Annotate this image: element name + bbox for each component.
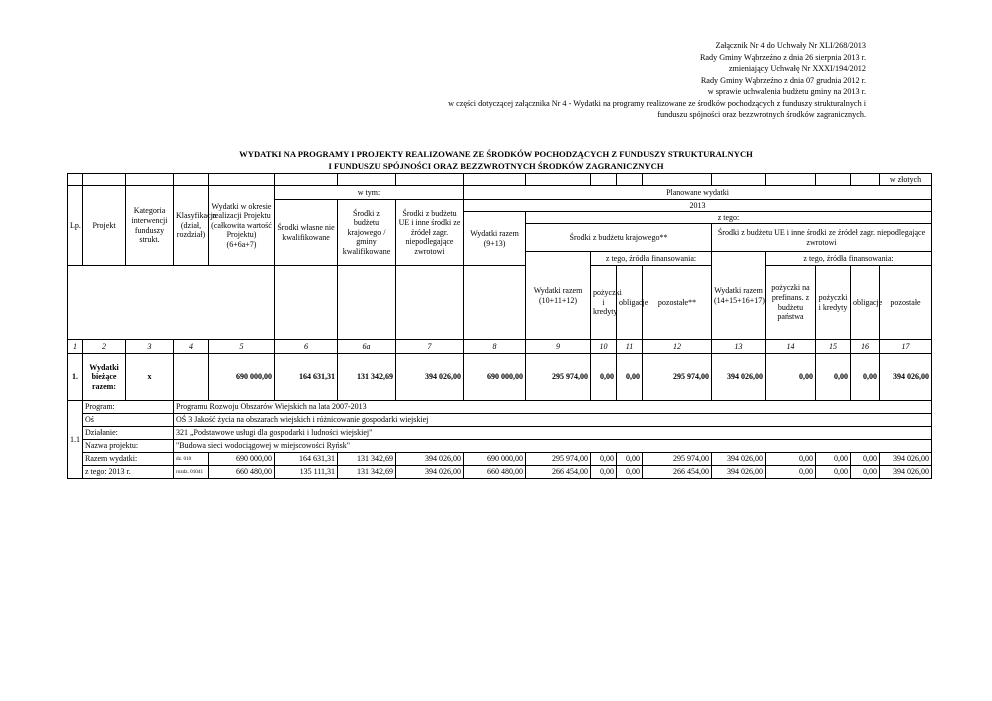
header-w-tym: w tym: [275,186,464,200]
title-line-1: WYDATKI NA PROGRAMY I PROJEKTY REALIZOWANE ZE ŚRODKÓW POCHODZĄCYCH Z FUNDUSZY STRUKTURALNYCH [239,149,753,159]
dzialanie-value: 321 „Podstawowe usługi dla gospodarki i ludności wiejskiej" [174,427,932,440]
nazwa-label: Nazwa projektu: [83,440,174,453]
summary-row [68,354,932,401]
ztego-klasyfikacja: rozdz. 01041 [174,466,209,479]
summary-name: Wydatki bieżące razem: [83,354,126,401]
header-kraj-razem: Wydatki razem (10+11+12) [526,252,591,340]
col-number: 13 [712,340,766,354]
col-number: 6 [275,340,338,354]
header-prefinans: pożyczki na prefinans. z budżetu państwa [766,266,816,340]
title-line-2: I FUNDUSZU SPÓJNOŚCI ORAZ BEZZWROTNYCH ŚRODKÓW ZAGRANICZNYCH [328,161,664,171]
razem-value: 394 026,00 [880,453,932,466]
col-number: 4 [174,340,209,354]
col-number: 8 [464,340,526,354]
header-wydatki-okres: Wydatki w okresie realizacji Projektu (całkowita wartość Projektu) (6+6a+7) [209,186,275,266]
header-pozyczki: pożyczki i kredyty [591,266,617,340]
summary-value: 394 026,00 [712,354,766,401]
ztego-value: 266 454,00 [643,466,712,479]
header-z-tego: z tego: [526,212,932,224]
header-ue-obligacje: obligacje [851,266,880,340]
resolution-line: w części dotyczącej załącznika Nr 4 - Wydatki na programy realizowane ze środków pochodzących z funduszy strukturalnych i [448,98,866,108]
summary-value: 690 000,00 [464,354,526,401]
os-value: OŚ 3 Jakość życia na obszarach wiejskich i różnicowanie gospodarki wiejskiej [174,414,932,427]
summary-value: 690 000,00 [209,354,275,401]
summary-value: 131 342,69 [338,354,396,401]
header-ue-razem: Wydatki razem (14+15+16+17) [712,252,766,340]
summary-value: 0,00 [591,354,617,401]
ztego-value: 0,00 [766,466,816,479]
summary-value: 0,00 [816,354,851,401]
razem-label: Razem wydatki: [83,453,174,466]
summary-value: 0,00 [766,354,816,401]
razem-klasyfikacja: dz. 010 [174,453,209,466]
col-number: 3 [126,340,174,354]
header-obligacje: obligacje [617,266,643,340]
razem-value: 0,00 [617,453,643,466]
header-kategoria: Kategoria interwencji funduszy strukt. [126,186,174,266]
header-planowane: Planowane wydatki [464,186,932,200]
col-number: 9 [526,340,591,354]
col-number: 5 [209,340,275,354]
resolution-line: w sprawie uchwalenia budżetu gminy na 2013 r. [707,87,866,96]
col-number: 16 [851,340,880,354]
col-number: 10 [591,340,617,354]
ztego-label: z tego: 2013 r. [83,466,174,479]
detail-lp: 1.1 [68,401,83,479]
summary-value: 394 026,00 [396,354,464,401]
header-ue-pozostale: pozostałe [880,266,932,340]
header-zrodla-ue: z tego, źródła finansowania: [766,252,932,266]
ztego-value: 0,00 [617,466,643,479]
col-number: 7 [396,340,464,354]
program-value: Programu Rozwoju Obszarów Wiejskich na lata 2007-2013 [174,401,932,414]
ztego-value: 394 026,00 [712,466,766,479]
header-year: 2013 [464,200,932,212]
expenditure-table [67,173,932,479]
razem-value: 131 342,69 [338,453,396,466]
header-srodki-ue: Środki z budżetu UE i inne środki ze źródeł zagr. niepodlegające zwrotowi [396,200,464,266]
summary-value: 164 631,31 [275,354,338,401]
resolution-line: Rady Gminy Wąbrzeźno z dnia 07 grudnia 2012 r. [700,75,866,85]
resolution-note [346,40,866,121]
header-wydatki-razem: Wydatki razem (9+13) [464,212,526,266]
dzialanie-label: Działanie: [83,427,174,440]
header-ue-pozyczki: pożyczki i kredyty [816,266,851,340]
summary-value: 295 974,00 [643,354,712,401]
ztego-value: 266 454,00 [526,466,591,479]
summary-value: 0,00 [617,354,643,401]
summary-value: 295 974,00 [526,354,591,401]
ztego-value: 0,00 [816,466,851,479]
resolution-line: Załącznik Nr 4 do Uchwały Nr XLI/268/2013 [715,41,866,50]
col-number: 15 [816,340,851,354]
col-number: 6a [338,340,396,354]
header-projekt: Projekt [83,186,126,266]
razem-value: 394 026,00 [712,453,766,466]
summary-kategoria: x [126,354,174,401]
ztego-value: 394 026,00 [396,466,464,479]
razem-value: 0,00 [816,453,851,466]
razem-value: 0,00 [851,453,880,466]
ztego-row [68,466,932,479]
razem-value: 164 631,31 [275,453,338,466]
razem-value: 0,00 [591,453,617,466]
header-ue-group: Środki z budżetu UE i inne środki ze źródeł zagr. niepodlegające zwrotowi [712,224,932,252]
ztego-value: 394 026,00 [880,466,932,479]
razem-value: 295 974,00 [643,453,712,466]
razem-value: 0,00 [766,453,816,466]
ztego-value: 660 480,00 [209,466,275,479]
razem-value: 295 974,00 [526,453,591,466]
summary-lp: 1. [68,354,83,401]
resolution-line: zmieniający Uchwałę Nr XXXI/194/2012 [728,64,866,73]
header-zrodla-kraj: z tego, źródła finansowania: [591,252,712,266]
col-number: 17 [880,340,932,354]
ztego-value: 0,00 [851,466,880,479]
ztego-value: 0,00 [591,466,617,479]
nazwa-value: "Budowa sieci wodociągowej w miejscowości Ryńsk" [174,440,932,453]
razem-value: 394 026,00 [396,453,464,466]
header-krajowe: Środki z budżetu krajowego** [526,224,712,252]
ztego-value: 131 342,69 [338,466,396,479]
razem-row [68,453,932,466]
document-title [0,148,992,172]
header-srodki-wlasne: Środki własne nie kwalifikowane [275,200,338,266]
col-number: 2 [83,340,126,354]
header-pozostale-kraj: pozostałe** [643,266,712,340]
col-number: 14 [766,340,816,354]
resolution-line: funduszu spójności oraz bezzwrotnych środków zagranicznych. [657,110,866,119]
program-label: Program: [83,401,174,414]
resolution-line: Rady Gminy Wąbrzeźno z dnia 26 sierpnia 2013 r. [699,52,866,62]
ztego-value: 660 480,00 [464,466,526,479]
header-klasyfikacja: Klasyfikacja (dział, rozdział) [174,186,209,266]
ztego-value: 135 111,31 [275,466,338,479]
col-number: 12 [643,340,712,354]
razem-value: 690 000,00 [464,453,526,466]
os-label: Oś [83,414,174,427]
col-number: 1 [68,340,83,354]
col-number: 11 [617,340,643,354]
summary-value: 394 026,00 [880,354,932,401]
razem-value: 690 000,00 [209,453,275,466]
header-lp: Lp. [68,186,83,266]
header-srodki-budzetu: Środki z budżetu krajowego / gminy kwalifikowane [338,200,396,266]
unit-label: w złotych [880,174,932,186]
summary-value: 0,00 [851,354,880,401]
